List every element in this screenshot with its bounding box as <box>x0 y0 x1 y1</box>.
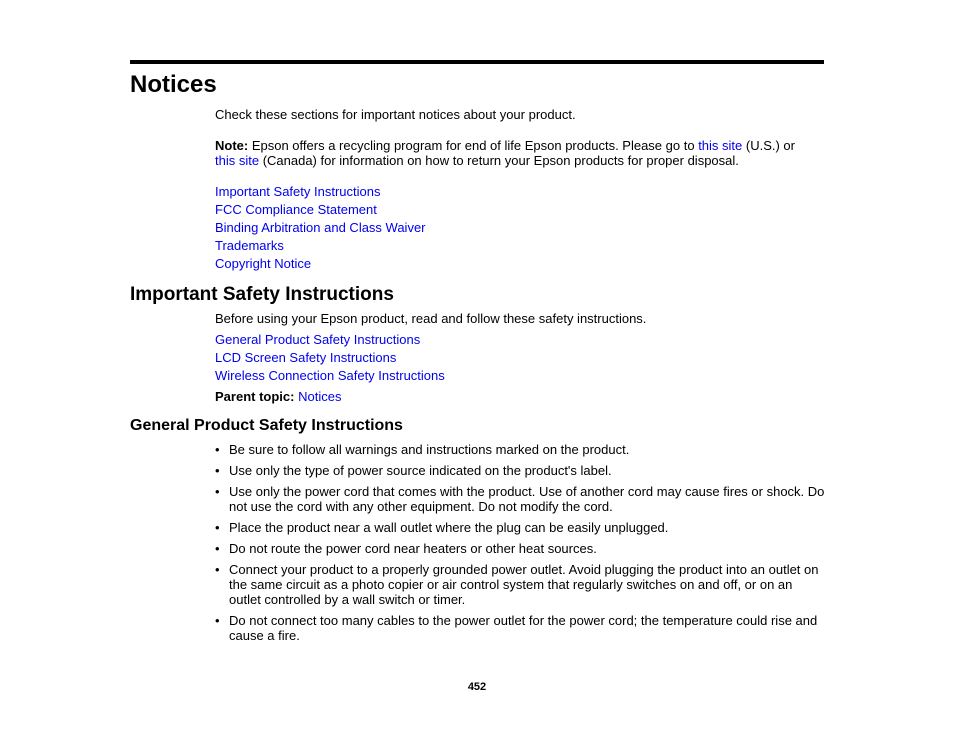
bullet-text: Place the product near a wall outlet where the plug can be easily unplugged. <box>229 520 669 535</box>
safety-intro: Before using your Epson product, read and follow these safety instructions. <box>215 311 647 326</box>
list-item <box>215 368 445 386</box>
top-rule <box>130 60 824 64</box>
notice-links-list <box>215 184 426 274</box>
intro-text: Check these sections for important notices about your product. <box>215 107 576 122</box>
wireless-connection-safety-link[interactable]: Wireless Connection Safety Instructions <box>215 368 445 383</box>
parent-topic-link[interactable]: Notices <box>298 389 342 404</box>
list-item <box>215 184 426 202</box>
note-label: Note: <box>215 138 249 153</box>
bullet-text: Do not connect too many cables to the power outlet for the power cord; the temperature could rise and cause a fire. <box>229 613 818 643</box>
note-text-2: (U.S.) or <box>742 138 795 153</box>
bullet-text: Use only the power cord that comes with the product. Use of another cord may cause fires or shock. Do not use the cord with any other equipment. Do not modify the cord. <box>229 484 825 514</box>
bullet-icon: • <box>215 541 220 556</box>
bullet-text: Be sure to follow all warnings and instructions marked on the product. <box>229 442 630 457</box>
bullet-icon: • <box>215 463 220 478</box>
bullet-icon: • <box>215 613 220 628</box>
list-item <box>215 562 827 607</box>
list-item <box>215 202 426 220</box>
us-recycling-link[interactable]: this site <box>698 138 743 153</box>
list-item <box>215 350 445 368</box>
bullet-text: Use only the type of power source indicated on the product's label. <box>229 463 612 478</box>
general-safety-heading: General Product Safety Instructions <box>130 417 403 434</box>
list-item <box>215 484 827 514</box>
trademarks-link[interactable]: Trademarks <box>215 238 284 253</box>
list-item <box>215 256 426 274</box>
list-item <box>215 541 827 556</box>
bullet-icon: • <box>215 562 220 577</box>
note-text-3: (Canada) for information on how to return your Epson products for proper disposal. <box>259 153 739 168</box>
list-item <box>215 442 827 457</box>
parent-topic-label: Parent topic: <box>215 389 295 404</box>
bullet-icon: • <box>215 484 220 499</box>
list-item <box>215 220 426 238</box>
bullet-text: Do not route the power cord near heaters or other heat sources. <box>229 541 597 556</box>
list-item <box>215 520 827 535</box>
note-paragraph <box>215 138 795 168</box>
list-item <box>215 238 426 256</box>
important-safety-link[interactable]: Important Safety Instructions <box>215 184 381 199</box>
bullet-icon: • <box>215 442 220 457</box>
parent-topic <box>215 389 341 404</box>
binding-arbitration-link[interactable]: Binding Arbitration and Class Waiver <box>215 220 426 235</box>
page-title: Notices <box>130 71 217 98</box>
safety-links-list <box>215 332 445 386</box>
general-product-safety-link[interactable]: General Product Safety Instructions <box>215 332 421 347</box>
copyright-notice-link[interactable]: Copyright Notice <box>215 256 312 271</box>
list-item <box>215 613 827 643</box>
bullet-icon: • <box>215 520 220 535</box>
note-text-1: Epson offers a recycling program for end of life Epson products. Please go to <box>248 138 699 153</box>
lcd-screen-safety-link[interactable]: LCD Screen Safety Instructions <box>215 350 397 365</box>
list-item <box>215 463 827 478</box>
general-safety-list <box>215 442 827 649</box>
page-number: 452 <box>467 681 487 693</box>
canada-recycling-link[interactable]: this site <box>215 153 260 168</box>
safety-heading: Important Safety Instructions <box>130 284 394 305</box>
bullet-text: Connect your product to a properly grounded power outlet. Avoid plugging the product into an outlet on the same circuit as a photo copier or air control system that regularly switches on and off, or on an outlet controlled by a wall switch or timer. <box>229 562 819 607</box>
list-item <box>215 332 445 350</box>
fcc-compliance-link[interactable]: FCC Compliance Statement <box>215 202 377 217</box>
